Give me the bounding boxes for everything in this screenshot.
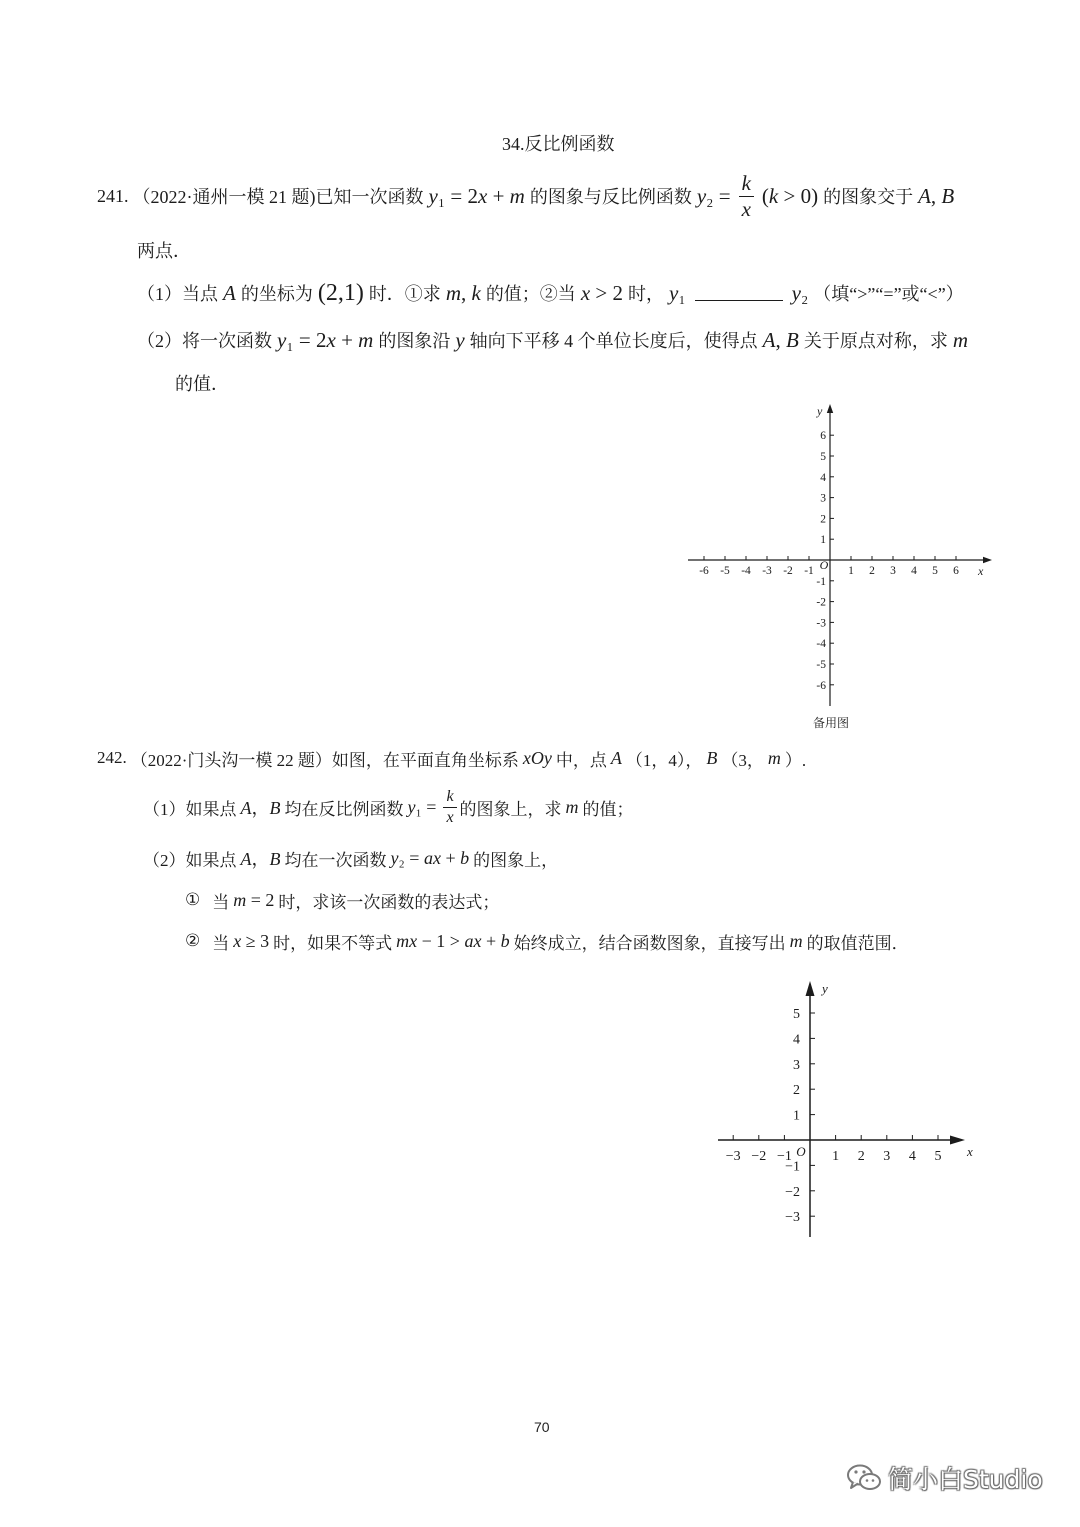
- point-name: A: [223, 280, 236, 305]
- page-number: 70: [534, 1419, 550, 1435]
- y-tick-label: 5: [820, 451, 826, 463]
- part-label: （2）: [137, 331, 182, 351]
- x-axis-arrowhead: [950, 1136, 965, 1145]
- stem-text: （1，4），: [625, 750, 703, 770]
- x-tick-label: 2: [869, 565, 875, 577]
- y-tick-label: −1: [785, 1159, 800, 1175]
- x-tick-label: 4: [911, 565, 917, 577]
- x-tick-label: -4: [741, 565, 751, 577]
- m-condition: m = 2: [233, 889, 275, 910]
- q242-part2-sub1: [185, 885, 499, 915]
- question-number: 241.: [97, 185, 129, 206]
- inequality-formula: mx − 1 > ax + b: [396, 930, 510, 951]
- part-label: （2）: [143, 850, 186, 870]
- x-tick-label: -1: [804, 565, 814, 577]
- y-tick-label: 1: [793, 1108, 800, 1124]
- fraction-k-over-x: [443, 789, 456, 826]
- q242-part2-sub2: [185, 926, 909, 956]
- fraction-numerator: k: [739, 173, 754, 197]
- part-text: 如果点: [185, 850, 237, 870]
- part-text: 时．①求: [368, 284, 441, 304]
- unknown: m: [952, 327, 968, 352]
- wechat-icon: [846, 1463, 882, 1493]
- y-tick-label: -4: [816, 638, 826, 651]
- y-tick-label: 4: [793, 1032, 800, 1048]
- y-axis-arrowhead: [806, 981, 815, 996]
- part-text: 始终成立，结合函数图象，直接写出: [513, 933, 786, 953]
- wechat-icon-eye: [872, 1479, 875, 1482]
- x-tick-label: -6: [699, 565, 709, 577]
- stem-text: 的图象交于: [823, 187, 914, 207]
- q241-stem-line: [97, 170, 959, 221]
- q242-part1: [143, 787, 634, 826]
- unknown: m: [565, 796, 579, 817]
- part-text: 时，如果不等式: [273, 933, 393, 953]
- q242-stem-line: [97, 743, 806, 773]
- axis-symbol: y: [455, 327, 465, 352]
- x-tick-label: -5: [720, 565, 730, 577]
- part-text: 的值；: [582, 799, 634, 819]
- x-tick-label: −1: [776, 1149, 792, 1164]
- part-text: 的图象上，求: [459, 799, 562, 819]
- inverse-function-lhs: y₁ =: [407, 796, 437, 817]
- y-tick-label: −3: [785, 1210, 800, 1226]
- page-title-text: 34.反比例函数: [502, 134, 615, 154]
- origin-label: O: [819, 558, 829, 572]
- x-tick-label: −3: [725, 1149, 741, 1164]
- x-axis-label: x: [978, 564, 984, 578]
- wechat-icon-eye: [866, 1479, 869, 1482]
- wechat-icon-eye: [862, 1470, 865, 1473]
- y-tick-label: -5: [816, 659, 826, 671]
- inverse-function-lhs: y₂ =: [696, 183, 731, 208]
- linear-function-formula: y₂ = ax + b: [390, 847, 470, 868]
- part-text: 均在反比例函数: [284, 799, 404, 819]
- part-text: 当: [212, 892, 230, 912]
- part-text: 当: [212, 933, 230, 953]
- stem-text: ）.: [784, 750, 807, 770]
- x-tick-label: 6: [953, 565, 959, 577]
- y-axis-label: y: [817, 404, 823, 418]
- part-text: 时，求该一次函数的表达式；: [278, 892, 500, 912]
- q242-part2: [143, 843, 558, 873]
- x-tick-label: 1: [848, 565, 854, 577]
- y-axis-label: y: [822, 981, 828, 996]
- x-axis-label: x: [967, 1144, 973, 1159]
- y-tick-label: -2: [816, 596, 826, 609]
- linear-function-formula: y₁ = 2x + m: [428, 183, 525, 208]
- q241-part2: [137, 325, 973, 355]
- point-name: A: [610, 747, 622, 768]
- stem-text: （3，: [721, 750, 764, 770]
- fraction-denominator: x: [741, 196, 751, 221]
- question-source: （2022·通州一模 21 题): [132, 187, 316, 207]
- y-tick-label: 6: [820, 430, 826, 443]
- part-text: 轴向下平移 4 个单位长度后，使得点: [469, 331, 758, 351]
- fraction-denominator: x: [446, 808, 454, 826]
- y-tick-label: 2: [820, 513, 826, 526]
- y-tick-label: 2: [793, 1083, 800, 1099]
- answer-blank: [695, 285, 783, 301]
- part-text: 均在一次函数: [284, 850, 387, 870]
- stem-text: 已知一次函数: [315, 187, 424, 207]
- y-tick-label: 1: [820, 534, 826, 547]
- x-tick-label: 5: [932, 565, 938, 577]
- y-tick-label: -3: [816, 617, 826, 630]
- q241-stem-line-2: [137, 235, 191, 265]
- page-title: [502, 128, 615, 158]
- x-tick-label: 2: [857, 1149, 865, 1164]
- linear-function-formula: y₁ = 2x + m: [277, 327, 374, 352]
- part-text: 如果点: [185, 799, 237, 819]
- sub-question-marker: ①: [185, 890, 201, 909]
- stem-text: 的图象与反比例函数: [529, 187, 692, 207]
- y-tick-label: 3: [820, 492, 826, 505]
- x-condition: x ≥ 3: [233, 930, 270, 951]
- fraction-numerator: k: [443, 789, 456, 808]
- unknowns: m, k: [445, 280, 481, 305]
- question-source: （2022·门头沟一模 22 题）: [130, 750, 332, 770]
- x-tick-label: -2: [783, 565, 793, 577]
- graph-caption: 备用图: [812, 716, 850, 730]
- k-condition: (k > 0): [761, 183, 819, 208]
- x-tick-label: 4: [908, 1149, 916, 1164]
- part-text: 当点: [182, 284, 218, 304]
- x-tick-label: 3: [883, 1149, 891, 1164]
- stem-text: 两点．: [137, 241, 191, 261]
- fraction-k-over-x: [739, 170, 754, 221]
- point-names: A，B: [240, 849, 281, 869]
- fill-hint: （填“>”“=”或“<”）: [813, 284, 964, 304]
- q242-coordinate-grid: [710, 975, 980, 1245]
- y-tick-label: -6: [816, 679, 826, 692]
- x-tick-label: -3: [762, 565, 772, 577]
- point-names: A, B: [762, 327, 799, 352]
- part-text: 的图象沿: [378, 331, 451, 351]
- q241-coordinate-grid: [680, 400, 1000, 740]
- origin-label: O: [796, 1144, 806, 1159]
- sub-question-marker: ②: [185, 931, 201, 950]
- part-text: 将一次函数: [182, 331, 272, 351]
- stem-text: 如图，在平面直角坐标系: [331, 750, 519, 770]
- y1-symbol: y₁: [668, 280, 686, 305]
- q241-part1: [137, 278, 964, 308]
- point-names: A，B: [240, 798, 281, 818]
- x-condition: x > 2: [580, 280, 623, 305]
- y-tick-label: -1: [816, 575, 826, 588]
- stem-text: 中，点: [555, 750, 607, 770]
- part-label: （1）: [137, 284, 182, 304]
- coordinate-system-name: xOy: [522, 747, 552, 768]
- unknown: m: [789, 930, 803, 951]
- x-tick-label: 5: [934, 1149, 942, 1164]
- q241-part2-line-2: [175, 368, 229, 398]
- part-text: 的值．: [175, 374, 229, 394]
- y2-symbol: y₂: [791, 280, 809, 305]
- x-tick-label: −2: [751, 1149, 767, 1164]
- part-text: 的取值范围．: [806, 933, 909, 953]
- x-tick-label: 3: [890, 565, 896, 577]
- y-tick-label: 3: [793, 1057, 800, 1073]
- part-text: 时，: [627, 284, 664, 304]
- part-text: 的图象上，: [473, 850, 559, 870]
- point-name: B: [706, 747, 718, 768]
- y-tick-label: 5: [793, 1007, 800, 1022]
- watermark: [846, 1462, 1043, 1494]
- wechat-icon-eye: [854, 1470, 857, 1473]
- watermark-text: 简小白Studio: [888, 1465, 1043, 1494]
- part-text: 的坐标为: [240, 284, 313, 304]
- y-tick-label: −2: [785, 1184, 800, 1200]
- question-number: 242.: [97, 748, 127, 767]
- unknown: m: [767, 747, 781, 768]
- wechat-icon-small-bubble: [860, 1474, 880, 1489]
- point-coordinates: (2,1): [317, 279, 364, 306]
- y-tick-label: 4: [820, 471, 826, 484]
- x-tick-label: 1: [832, 1149, 840, 1164]
- x-axis-arrowhead: [983, 557, 992, 563]
- part-text: 关于原点对称，求: [803, 331, 948, 351]
- part-text: 的值；②当: [485, 284, 576, 304]
- y-axis-arrowhead: [827, 404, 833, 413]
- part-label: （1）: [143, 799, 186, 819]
- intersection-points: A, B: [918, 183, 955, 208]
